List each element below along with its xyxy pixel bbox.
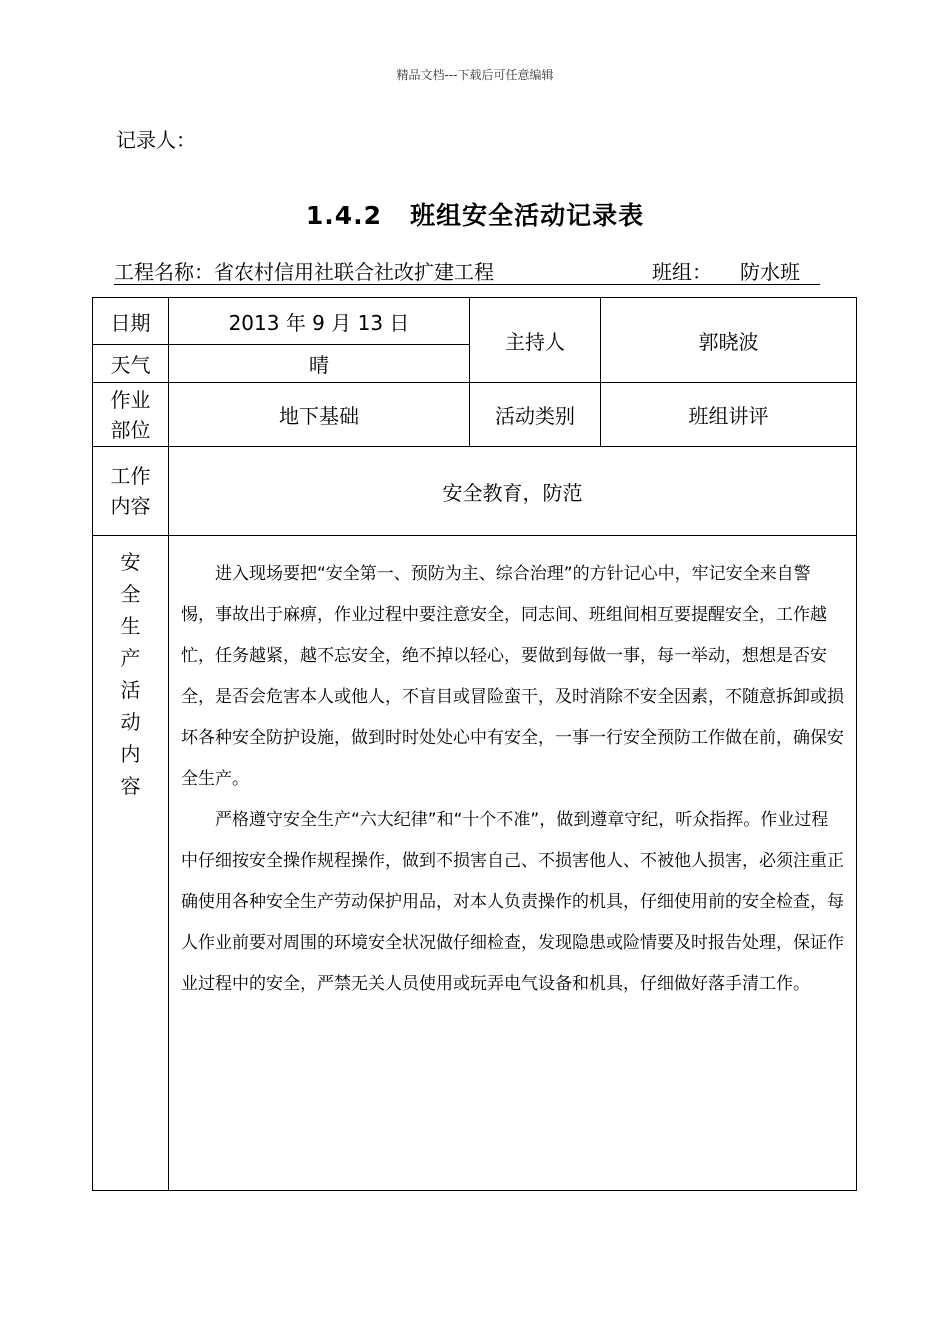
safety-label-char: 活 <box>120 678 141 702</box>
safety-activity-label <box>93 536 169 1191</box>
safety-paragraph-2: 严格遵守安全生产“六大纪律”和“十个不准”，做到遵章守纪，听众指挥。作业过程中仔细按安全操作规程操作，做到不损害自己、不损害他人、不被他人损害，必须注重正确使用各种安全生产劳动保护用品，对本人负责操作的机具，仔细使用前的安全检查，每人作业前要对周围的环境安全状况做仔细检查，发现隐患或险情要及时报告处理，保证作业过程中的安全，严禁无关人员使用或玩弄电气设备和机具，仔细做好落手清工作。 <box>181 810 844 994</box>
work-content-label-line1: 工作 <box>110 464 151 488</box>
activity-type-value: 班组讲评 <box>601 383 857 447</box>
work-content-label <box>93 447 169 536</box>
work-area-label-line1: 作业 <box>110 387 151 412</box>
safety-activity-content <box>169 536 857 1191</box>
safety-label-char: 安 <box>120 550 141 574</box>
date-label: 日期 <box>93 298 169 345</box>
work-area-label <box>93 383 169 447</box>
team-value: 防水班 <box>740 260 800 284</box>
watermark: 精品文档---下载后可任意编辑 <box>396 68 554 82</box>
page-title <box>0 196 950 232</box>
project-line <box>114 256 820 285</box>
host-value: 郭晓波 <box>601 298 857 383</box>
work-area-value: 地下基础 <box>169 383 470 447</box>
weather-label: 天气 <box>93 345 169 383</box>
work-content-value: 安全教育，防范 <box>169 447 857 536</box>
title-text: 班组安全活动记录表 <box>410 201 645 230</box>
safety-label-char: 动 <box>120 710 141 734</box>
recorder-label: 记录人： <box>116 128 196 152</box>
safety-label-char: 产 <box>120 646 141 670</box>
weather-value: 晴 <box>169 345 470 383</box>
safety-paragraph-1: 进入现场要把“安全第一、预防为主、综合治理”的方针记心中，牢记安全来自警惕，事故出于麻痹，作业过程中要注意安全，同志间、班组间相互要提醒安全，工作越忙，任务越紧，越不忘安全，绝不掉以轻心，要做到每做一事，每一举动，想想是否安全，是否会危害本人或他人，不盲目或冒险蛮干，及时消除不安全因素，不随意拆卸或损坏各种安全防护设施，做到时时处处心中有安全，一事一行安全预防工作做在前，确保安全生产。 <box>181 564 844 789</box>
safety-label-char: 内 <box>120 742 141 766</box>
team-label: 班组： <box>652 260 712 284</box>
safety-label-char: 全 <box>120 582 141 606</box>
work-content-label-line2: 内容 <box>110 494 151 518</box>
activity-type-label: 活动类别 <box>470 383 601 447</box>
project-name: 工程名称：省农村信用社联合社改扩建工程 <box>114 260 494 284</box>
safety-label-char: 生 <box>120 614 141 638</box>
host-label: 主持人 <box>470 298 601 383</box>
title-number: 1.4.2 <box>305 201 383 230</box>
record-table <box>92 297 857 1191</box>
safety-label-char: 容 <box>120 774 141 798</box>
date-value: 2013 年 9 月 13 日 <box>169 298 470 345</box>
work-area-label-line2: 部位 <box>110 417 151 442</box>
